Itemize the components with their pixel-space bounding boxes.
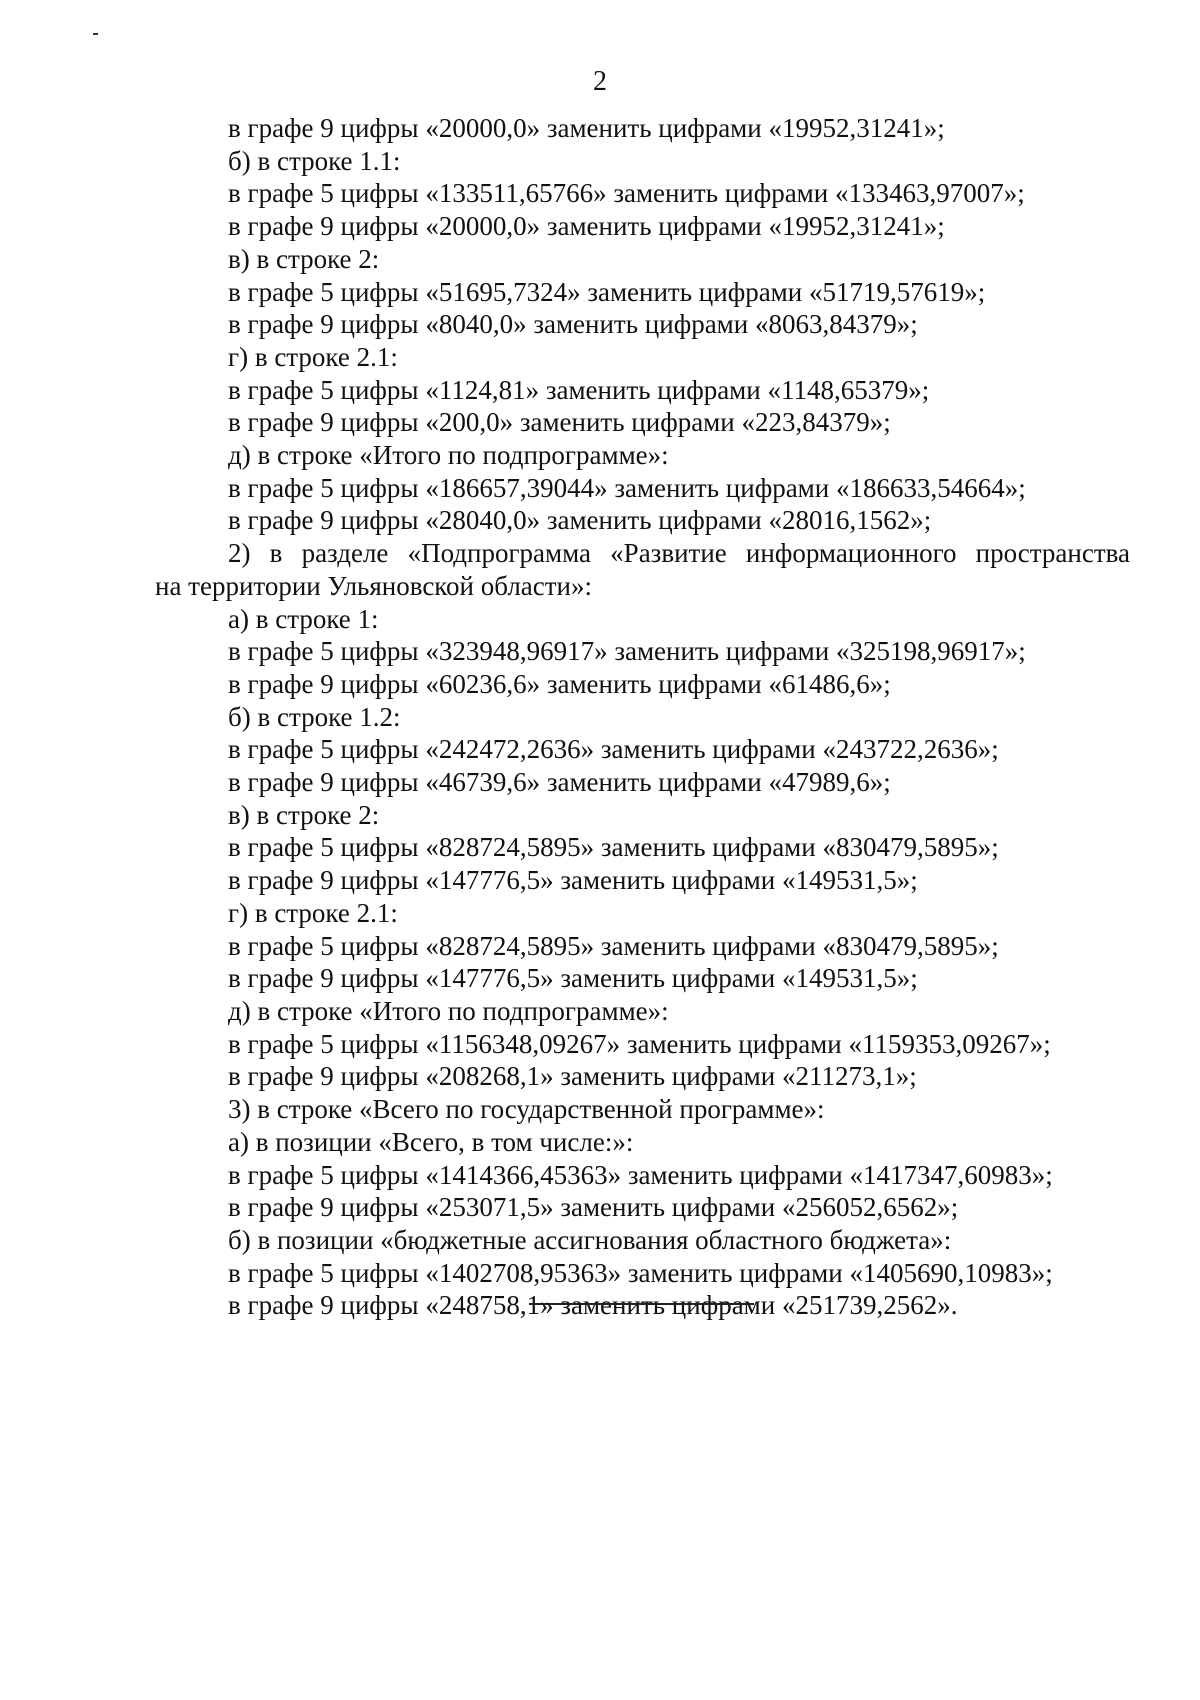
text-line: б) в строке 1.1:: [228, 145, 401, 176]
text-line: в графе 9 цифры «20000,0» заменить цифрами «19952,31241»;: [228, 211, 945, 242]
text-line: в графе 5 цифры «1402708,95363» заменить цифрами «1405690,10983»;: [228, 1257, 1053, 1288]
amendment-text: [155, 112, 1130, 1322]
text-line: б) в строке 1.2:: [228, 701, 401, 732]
text-line: г) в строке 2.1:: [228, 341, 398, 372]
text-line: а) в позиции «Всего, в том числе:»:: [228, 1126, 634, 1157]
text-line: в графе 9 цифры «147776,5» заменить цифрами «149531,5»;: [228, 865, 918, 896]
text-line: д) в строке «Итого по подпрограмме»:: [228, 995, 669, 1026]
text-line: в графе 5 цифры «323948,96917» заменить цифрами «325198,96917»;: [228, 636, 1026, 667]
text-line: в) в строке 2:: [228, 243, 380, 274]
section-heading-continuation: на территории Ульяновской области»:: [155, 570, 593, 601]
scan-speck: [93, 33, 98, 35]
text-line: в графе 9 цифры «200,0» заменить цифрами «223,84379»;: [228, 407, 891, 438]
text-line: в графе 5 цифры «1124,81» заменить цифрами «1148,65379»;: [228, 374, 930, 405]
text-line: б) в позиции «бюджетные ассигнования областного бюджета»:: [228, 1224, 952, 1255]
text-line: в графе 9 цифры «208268,1» заменить цифрами «211273,1»;: [228, 1061, 917, 1092]
text-line: 3) в строке «Всего по государственной программе»:: [228, 1094, 825, 1125]
text-line: в графе 5 цифры «133511,65766» заменить цифрами «133463,97007»;: [228, 178, 1025, 209]
text-line: в графе 5 цифры «828724,5895» заменить цифрами «830479,5895»;: [228, 832, 999, 863]
text-line: в графе 5 цифры «1414366,45363» заменить цифрами «1417347,60983»;: [228, 1159, 1053, 1190]
text-line: в графе 5 цифры «186657,39044» заменить цифрами «186633,54664»;: [228, 472, 1026, 503]
text-line: в графе 5 цифры «828724,5895» заменить цифрами «830479,5895»;: [228, 930, 999, 961]
text-line: в графе 9 цифры «20000,0» заменить цифрами «19952,31241»;: [228, 113, 945, 143]
text-line: д) в строке «Итого по подпрограмме»:: [228, 440, 669, 471]
text-line: в графе 9 цифры «60236,6» заменить цифрами «61486,6»;: [228, 668, 891, 699]
text-line: в) в строке 2:: [228, 799, 380, 830]
text-line: в графе 9 цифры «248758,1» заменить цифрами «251739,2562».: [228, 1290, 958, 1321]
page-number: 2: [593, 66, 607, 97]
text-line: в графе 9 цифры «253071,5» заменить цифрами «256052,6562»;: [228, 1192, 959, 1223]
text-line: а) в строке 1:: [228, 603, 379, 634]
text-line: в графе 9 цифры «8040,0» заменить цифрами «8063,84379»;: [228, 309, 918, 340]
text-line: в графе 5 цифры «242472,2636» заменить цифрами «243722,2636»;: [228, 734, 999, 765]
closing-rule: [529, 1303, 754, 1305]
text-line: в графе 9 цифры «147776,5» заменить цифрами «149531,5»;: [228, 963, 918, 994]
text-line: г) в строке 2.1:: [228, 897, 398, 928]
section-heading-line: 2) в разделе «Подпрограмма «Развитие информационного пространства: [228, 538, 1130, 569]
text-line: в графе 5 цифры «1156348,09267» заменить цифрами «1159353,09267»;: [228, 1028, 1051, 1059]
text-line: в графе 9 цифры «46739,6» заменить цифрами «47989,6»;: [228, 767, 891, 798]
text-line: в графе 9 цифры «28040,0» заменить цифрами «28016,1562»;: [228, 505, 932, 536]
text-line: в графе 5 цифры «51695,7324» заменить цифрами «51719,57619»;: [228, 276, 986, 307]
